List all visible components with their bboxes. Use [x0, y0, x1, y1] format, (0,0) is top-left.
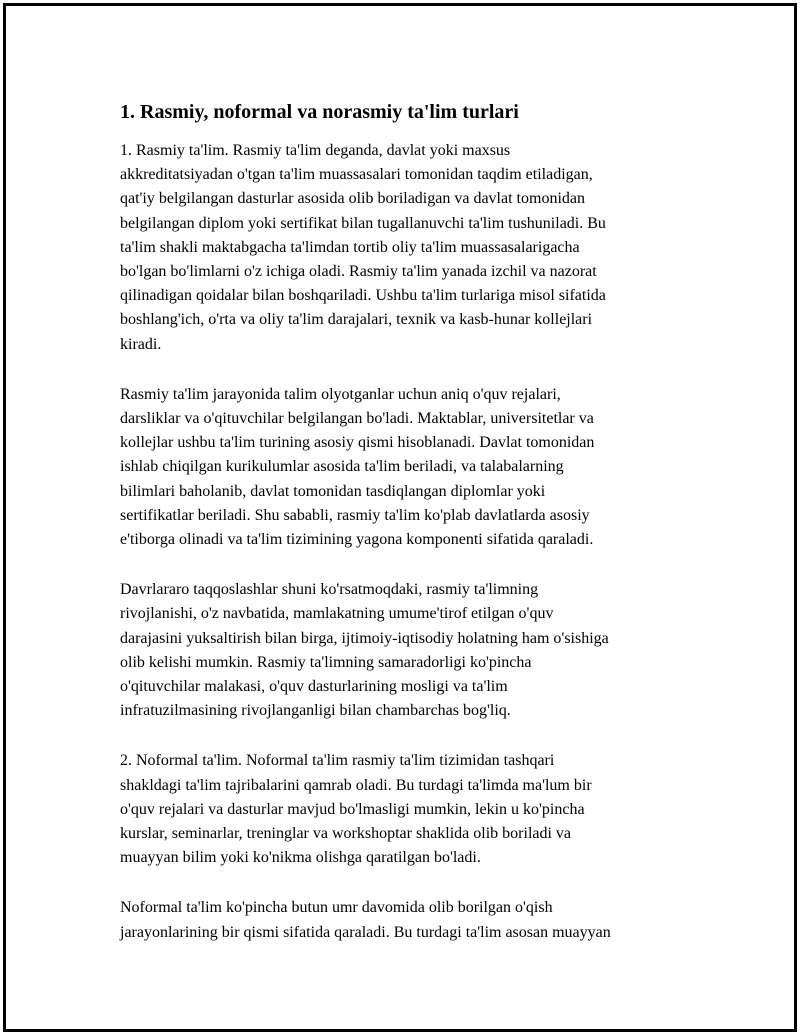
paragraph-formal-education: 1. Rasmiy ta'lim. Rasmiy ta'lim deganda, davlat yoki maxsus akkreditatsiyadan o'tgan ta'lim muassasalari tomonidan taqdim etiladigan, qat'iy belgilangan dasturlar asosida olib boriladigan va davlat tomonidan belgilangan diplom yoki sertifikat bilan tugallanuvchi ta'lim tushuniladi. Bu ta'lim shakli maktabgacha ta'limdan tortib oliy ta'lim muassasalarigacha bo'lgan bo'limlarni o'z ichiga oladi. Rasmiy ta'lim yanada izchil va nazorat qilinadigan qoidalar bilan boshqariladi. Ushbu ta'lim turlariga misol sifatida boshlang'ich, o'rta va oliy ta'lim darajalari, texnik va kasb-hunar kollejlari kiradi. — [120, 142, 606, 353]
paragraph-nonformal-education: 2. Noformal ta'lim. Noformal ta'lim rasmiy ta'lim tizimidan tashqari shakldagi ta'lim tajribalarini qamrab oladi. Bu turdagi ta'limda ma'lum bir o'quv rejalari va dasturlar mavjud bo'lmasligi mumkin, lekin u ko'pincha kurslar, seminarlar, treninglar va workshoptar shaklida olib boriladi va muayyan bilim yoki ko'nikma olishga qaratilgan bo'ladi. — [120, 752, 592, 867]
document-page — [3, 3, 797, 1032]
paragraph-comparisons: Davrlararo taqqoslashlar shuni ko'rsatmoqdaki, rasmiy ta'limning rivojlanishi, o'z navbatida, mamlakatning umume'tirof etilgan o'quv darajasini yuksaltirish bilan birga, ijtimoiy-iqtisodiy holatning ham o'sishiga olib kelishi mumkin. Rasmiy ta'limning samaradorligi ko'pincha o'qituvchilar malakasi, o'quv dasturlarining mosligi va ta'lim infratuzilmasining rivojlanganligi bilan chambarchas bog'liq. — [120, 581, 609, 720]
paragraph-nonformal-lifelong: Noformal ta'lim ko'pincha butun umr davomida olib borilgan o'qish jarayonlarining bir qismi sifatida qaraladi. Bu turdagi ta'lim asosan muayyan — [120, 899, 611, 941]
document-body — [120, 99, 692, 971]
section-heading: 1. Rasmiy, noformal va norasmiy ta'lim turlari — [120, 101, 519, 123]
paragraph-formal-process: Rasmiy ta'lim jarayonida talim olyotganlar uchun aniq o'quv rejalari, darsliklar va o'qituvchilar belgilangan bo'ladi. Maktablar, universitetlar va kollejlar ushbu ta'lim turining asosiy qismi hisoblanadi. Davlat tomonidan ishlab chiqilgan kurikulumlar asosida ta'lim beriladi, va talabalarning bilimlari baholanib, davlat tomonidan tasdiqlangan diplomlar yoki sertifikatlar beriladi. Shu sababli, rasmiy ta'lim ko'plab davlatlarda asosiy e'tiborga olinadi va ta'lim tizimining yagona komponenti sifatida qaraladi. — [120, 385, 595, 549]
